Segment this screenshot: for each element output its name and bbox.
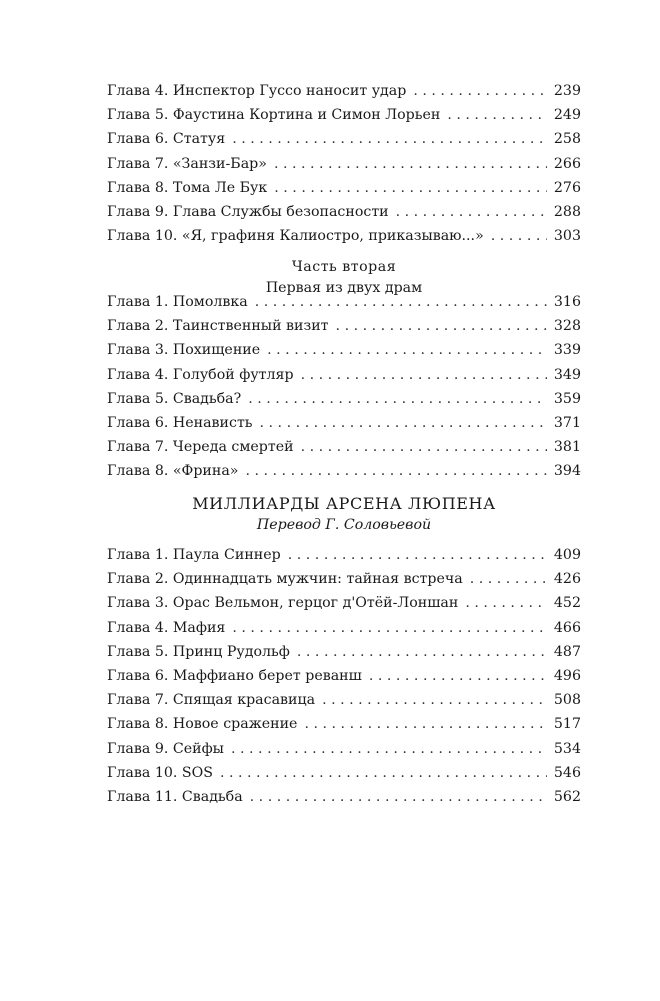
chapter-title: Глава 4. Мафия <box>107 619 226 636</box>
chapter-title: Глава 1. Помолвка <box>107 294 248 310</box>
toc-entry <box>107 688 581 712</box>
chapter-title: Глава 7. «Занзи-Бар» <box>107 155 267 172</box>
chapter-title: Глава 7. Череда смертей <box>107 439 294 456</box>
dot-leader <box>470 567 547 591</box>
chapter-title: Глава 6. Статуя <box>107 131 226 148</box>
chapter-title: Глава 5. Принц Рудольф <box>107 643 290 660</box>
dot-leader <box>297 640 547 664</box>
toc-entry <box>107 761 581 785</box>
dot-leader <box>491 224 547 248</box>
page-number: 452 <box>553 595 581 612</box>
page-number: 276 <box>553 179 581 196</box>
page-number: 303 <box>553 228 581 245</box>
toc-entry <box>107 543 581 567</box>
dot-leader <box>220 761 547 785</box>
toc-list-part-two <box>107 290 581 484</box>
chapter-title: Глава 4. Инспектор Гуссо наносит удар <box>107 83 407 99</box>
chapter-title: Глава 8. Новое сражение <box>107 716 298 733</box>
page-number: 517 <box>553 716 581 733</box>
toc-list-billions <box>107 543 581 809</box>
dot-leader <box>248 387 547 411</box>
chapter-title: Глава 11. Свадьба <box>107 788 243 805</box>
chapter-title: Глава 3. Похищение <box>107 342 261 359</box>
page-number: 394 <box>553 463 581 480</box>
toc-entry <box>107 785 581 809</box>
part-subtitle: Первая из двух драм <box>265 280 423 296</box>
dot-leader <box>267 338 547 362</box>
dot-leader <box>304 712 546 736</box>
book-title: МИЛЛИАРДЫ АРСЕНА ЛЮПЕНА <box>192 494 496 513</box>
chapter-title: Глава 3. Орас Вельмон, герцог д'Отёй-Лоншан <box>107 595 459 612</box>
page-number: 288 <box>553 203 581 220</box>
dot-leader <box>288 543 547 567</box>
toc-entry <box>107 435 581 459</box>
page-number: 562 <box>553 788 581 805</box>
dot-leader <box>336 314 547 338</box>
toc-entry <box>107 591 581 615</box>
dot-leader <box>250 785 547 809</box>
dot-leader <box>232 616 547 640</box>
dot-leader <box>465 591 547 615</box>
dot-leader <box>245 459 546 483</box>
page-number: 328 <box>553 318 581 335</box>
chapter-title: Глава 10. SOS <box>107 764 213 781</box>
toc-entry <box>107 103 581 127</box>
toc-entry <box>107 616 581 640</box>
chapter-title: Глава 6. Ненависть <box>107 414 253 431</box>
toc-entry <box>107 712 581 736</box>
toc-entry <box>107 567 581 591</box>
page-number: 496 <box>553 667 581 684</box>
toc-entry <box>107 200 581 224</box>
chapter-title: Глава 8. «Фрина» <box>107 463 239 480</box>
toc-entry <box>107 411 581 435</box>
page-number: 359 <box>553 390 581 407</box>
toc-entry <box>107 176 581 200</box>
toc-entry <box>107 224 581 248</box>
chapter-title: Глава 1. Паула Синнер <box>107 547 281 563</box>
toc-entry <box>107 459 581 483</box>
page-number: 534 <box>553 740 581 757</box>
dot-leader <box>232 127 547 151</box>
dot-leader <box>231 737 547 761</box>
chapter-title: Глава 5. Свадьба? <box>107 390 242 407</box>
dot-leader <box>301 435 547 459</box>
dot-leader <box>274 176 547 200</box>
chapter-title: Глава 7. Спящая красавица <box>107 692 316 709</box>
page-number: 316 <box>553 294 581 310</box>
toc-entry <box>107 314 581 338</box>
chapter-title: Глава 4. Голубой футляр <box>107 366 294 383</box>
dot-leader <box>274 152 547 176</box>
toc-entry <box>107 387 581 411</box>
chapter-title: Глава 2. Одиннадцать мужчин: тайная встреча <box>107 571 463 588</box>
toc-entry <box>107 737 581 761</box>
part-label: Часть вторая <box>291 259 397 275</box>
toc-list-part-one-continued <box>107 79 581 248</box>
toc-entry <box>107 152 581 176</box>
page-number: 487 <box>553 643 581 660</box>
page-number: 239 <box>553 83 581 99</box>
page-number: 258 <box>553 131 581 148</box>
chapter-title: Глава 8. Тома Ле Бук <box>107 179 268 196</box>
toc-entry <box>107 338 581 362</box>
chapter-title: Глава 6. Маффиано берет реванш <box>107 667 362 684</box>
toc-entry <box>107 290 581 314</box>
chapter-title: Глава 9. Глава Службы безопасности <box>107 203 389 220</box>
dot-leader <box>301 363 547 387</box>
dot-leader <box>260 411 547 435</box>
toc-entry <box>107 79 581 103</box>
page-number: 349 <box>553 366 581 383</box>
page-number: 249 <box>553 107 581 124</box>
page-number: 409 <box>553 547 581 563</box>
chapter-title: Глава 2. Таинственный визит <box>107 318 329 335</box>
dot-leader <box>413 79 547 103</box>
page-number: 339 <box>553 342 581 359</box>
dot-leader <box>396 200 547 224</box>
chapter-title: Глава 9. Сейфы <box>107 740 224 757</box>
page-number: 426 <box>553 571 581 588</box>
chapter-title: Глава 10. «Я, графиня Калиостро, приказываю...» <box>107 228 484 245</box>
dot-leader <box>322 688 547 712</box>
page-number: 546 <box>553 764 581 781</box>
dot-leader <box>255 290 547 314</box>
page-number: 371 <box>553 414 581 431</box>
dot-leader <box>369 664 547 688</box>
toc-entry <box>107 640 581 664</box>
toc-entry <box>107 363 581 387</box>
dot-leader <box>447 103 547 127</box>
page-number: 508 <box>553 692 581 709</box>
toc-entry <box>107 127 581 151</box>
translator-credit: Перевод Г. Соловьевой <box>256 517 432 533</box>
page-number: 381 <box>553 439 581 456</box>
page-number: 466 <box>553 619 581 636</box>
book-header <box>107 493 581 535</box>
toc-entry <box>107 664 581 688</box>
chapter-title: Глава 5. Фаустина Кортина и Симон Лорьен <box>107 107 441 124</box>
page-number: 266 <box>553 155 581 172</box>
